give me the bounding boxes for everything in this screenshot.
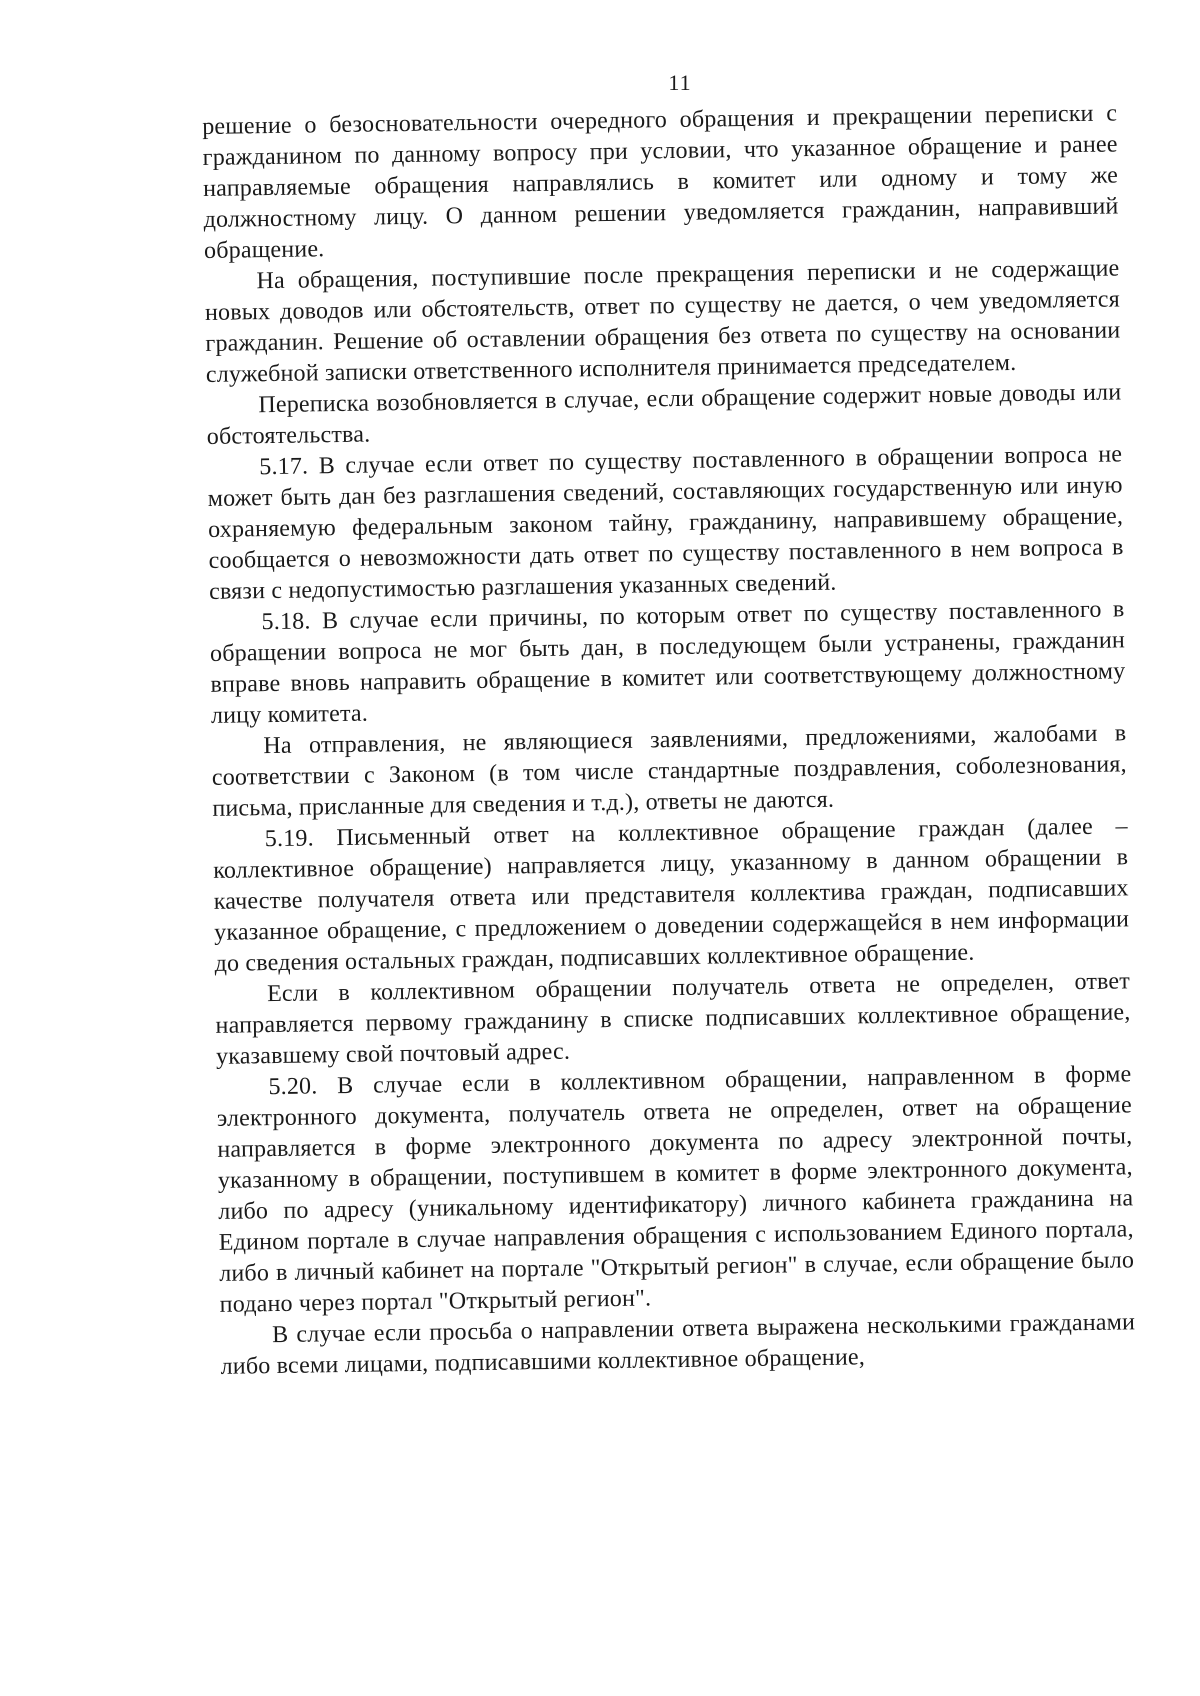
paragraph: 5.20. В случае если в коллективном обращении, направленном в форме электронного документа, получатель ответа не определен, ответ на обращение направляется в форме электронного документа по адресу электронной почты, указанному в обращении, поступившем в комитет в форме электронного документа, либо по адресу (уникальному идентификатору) личного кабинета гражданина на Едином портале в случае направления обращения с использованием Единого портала, либо в личный кабинет на портале "Открытый регион" в случае, если обращение было подано через портал "Открытый регион". (216, 1061, 1135, 1318)
paragraph: 5.18. В случае если причины, по которым ответ по существу поставленного в обращении вопроса не мог быть дан, в последующем были устранены, гражданин вправе вновь направить обращение в комитет или соответствующему должностному лицу комитета. (209, 596, 1126, 729)
paragraph: На обращения, поступившие после прекращения переписки и не содержащие новых доводов или обстоятельств, ответ по существу не дается, о чем уведомляется гражданин. Решение об оставлении обращения без ответа по существу на основании служебной записки ответственного исполнителя принимается председателем. (204, 255, 1121, 388)
paragraph: Переписка возобновляется в случае, если обращение содержит новые доводы или обстоятельства. (206, 379, 1122, 450)
paragraph: 5.19. Письменный ответ на коллективное обращение граждан (далее – коллективное обращение) направляется лицу, указанному в данном обращении в качестве получателя ответа или представителя коллектива граждан, подписавших указанное обращение, с предложением о доведении содержащейся в нем информации до сведения остальных граждан, подписавших коллективное обращение. (213, 813, 1130, 977)
page-number: 11 (668, 70, 692, 95)
paragraph: В случае если просьба о направлении ответа выражена несколькими гражданами либо всеми лицами, подписавшими коллективное обращение, (220, 1309, 1136, 1380)
document-body (202, 98, 1136, 1382)
paragraph: На отправления, не являющиеся заявлениями, предложениями, жалобами в соответствии с Законом (в том числе стандартные поздравления, соболезнования, письма, присланные для сведения и т.д.), ответы не даются. (211, 720, 1127, 822)
paragraph: 5.17. В случае если ответ по существу поставленного в обращении вопроса не может быть дан без разглашения сведений, составляющих государственную или иную охраняемую федеральным законом тайну, гражданину, направившему обращение, сообщается о невозможности дать ответ по существу поставленного в нем вопроса в связи с недопустимостью разглашения указанных сведений. (207, 441, 1124, 605)
paragraph: решение о безосновательности очередного обращения и прекращении переписки с гражданином по данному вопросу при условии, что указанное обращение и ранее направляемые обращения направлялись в комитет или одному и тому же должностному лицу. О данном решении уведомляется гражданин, направивший обращение. (202, 100, 1119, 264)
paragraph: Если в коллективном обращении получатель ответа не определен, ответ направляется первому гражданину в списке подписавших коллективное обращение, указавшему свой почтовый адрес. (215, 968, 1131, 1070)
